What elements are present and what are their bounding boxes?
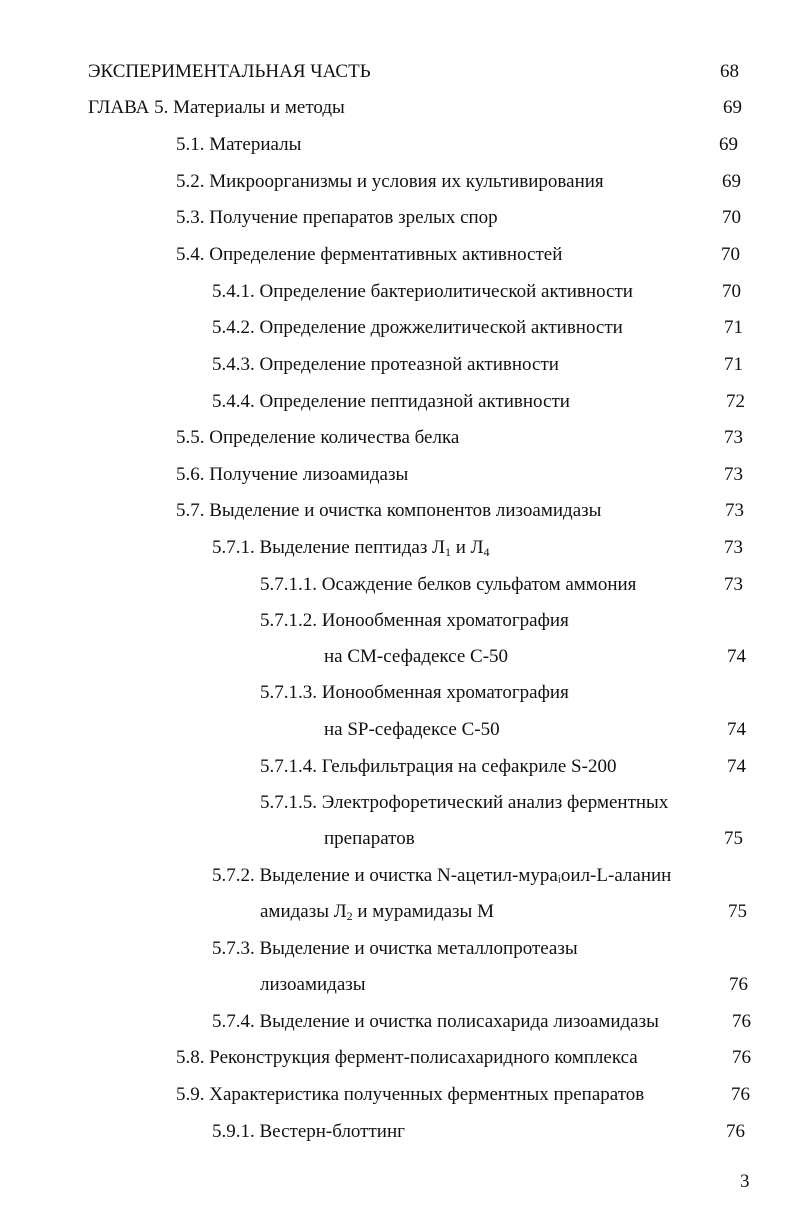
toc-entry-title: ЭКСПЕРИМЕНТАЛЬНАЯ ЧАСТЬ — [88, 61, 371, 82]
toc-entry-page: 74 — [727, 719, 746, 740]
toc-entry-page: 73 — [724, 574, 743, 595]
toc-entry-title-part: амидазы Л — [260, 901, 347, 922]
toc-entry-page: 73 — [725, 500, 744, 521]
toc-entry-page: 71 — [724, 354, 743, 375]
toc-entry-page: 73 — [724, 427, 743, 448]
toc-entry-page: 76 — [729, 974, 748, 995]
toc-entry-page: 75 — [728, 901, 747, 922]
toc-entry-title: 5.8. Реконструкция фермент-полисахаридного комплекса — [176, 1047, 638, 1068]
toc-entry-page: 73 — [724, 464, 743, 485]
toc-entry-title — [212, 536, 490, 560]
toc-entry-title: 5.7.1.3. Ионообменная хроматография — [260, 682, 569, 703]
toc-entry-title: 5.3. Получение препаратов зрелых спор — [176, 207, 498, 228]
subscript: 2 — [346, 909, 353, 923]
toc-entry-title: 5.7.1.5. Электрофоретический анализ ферментных — [260, 792, 669, 813]
toc-entry-title: 5.9.1. Вестерн-блоттинг — [212, 1121, 405, 1142]
toc-entry-title: 5.4.4. Определение пептидазной активности — [212, 391, 570, 412]
toc-entry-title: 5.9. Характеристика полученных ферментных препаратов — [176, 1084, 645, 1105]
toc-entry-title: 5.6. Получение лизоамидазы — [176, 464, 409, 485]
toc-entry-page: 72 — [726, 391, 745, 412]
toc-entry-page: 71 — [724, 317, 743, 338]
toc-entry-title: 5.4.3. Определение протеазной активности — [212, 354, 559, 375]
toc-entry-page: 76 — [732, 1047, 751, 1068]
subscript: 4 — [483, 545, 490, 559]
toc-entry-page: 68 — [720, 61, 739, 82]
toc-entry-page: 76 — [726, 1121, 745, 1142]
toc-entry-page: 69 — [723, 97, 742, 118]
toc-entry-title-continuation: на SP-сефадексе С-50 — [324, 719, 500, 740]
toc-entry-title: 5.4. Определение ферментативных активностей — [176, 244, 563, 265]
toc-entry-page: 76 — [732, 1011, 751, 1032]
toc-entry-title: 5.7.1.4. Гельфильтрация на сефакриле S-200 — [260, 756, 617, 777]
toc-entry-title: 5.7. Выделение и очистка компонентов лизоамидазы — [176, 500, 602, 521]
toc-entry-title-part: и Л — [450, 537, 484, 558]
toc-entry-title-continuation: препаратов — [324, 828, 415, 849]
toc-entry-title-continuation — [260, 900, 494, 924]
toc-entry-title: 5.7.4. Выделение и очистка полисахарида лизоамидазы — [212, 1011, 659, 1032]
toc-entry-title: ГЛАВА 5. Материалы и методы — [88, 97, 345, 118]
toc-entry-title-part: 5.7.1. Выделение пептидаз Л — [212, 537, 445, 558]
toc-entry-page: 75 — [724, 828, 743, 849]
toc-entry-page: 74 — [727, 646, 746, 667]
toc-entry-title: 5.4.2. Определение дрожжелитической активности — [212, 317, 623, 338]
toc-entry-page: 76 — [731, 1084, 750, 1105]
toc-entry-title: 5.7.3. Выделение и очистка металлопротеазы — [212, 938, 578, 959]
toc-entry-title: 5.7.2. Выделение и очистка N-ацетил-мураᵢоил-L-аланин — [212, 865, 672, 886]
toc-entry-title-continuation: лизоамидазы — [260, 974, 366, 995]
toc-entry-page: 69 — [722, 171, 741, 192]
toc-entry-title: 5.5. Определение количества белка — [176, 427, 460, 448]
toc-entry-title: 5.1. Материалы — [176, 134, 302, 155]
toc-entry-page: 70 — [721, 244, 740, 265]
toc-entry-title: 5.2. Микроорганизмы и условия их культивирования — [176, 171, 604, 192]
toc-entry-title: 5.7.1.1. Осаждение белков сульфатом аммония — [260, 574, 637, 595]
page-number: 3 — [740, 1171, 750, 1192]
toc-entry-page: 73 — [724, 537, 743, 558]
toc-entry-page: 74 — [727, 756, 746, 777]
subscript: 1 — [444, 545, 451, 559]
toc-entry-title-continuation: на СМ-сефадексе С-50 — [324, 646, 509, 667]
toc-entry-page: 70 — [722, 281, 741, 302]
toc-entry-page: 69 — [719, 134, 738, 155]
toc-entry-title-part: и мурамидазы М — [352, 901, 494, 922]
toc-entry-title: 5.4.1. Определение бактериолитической активности — [212, 281, 633, 302]
toc-entry-title: 5.7.1.2. Ионообменная хроматография — [260, 610, 569, 631]
toc-entry-page: 70 — [722, 207, 741, 228]
